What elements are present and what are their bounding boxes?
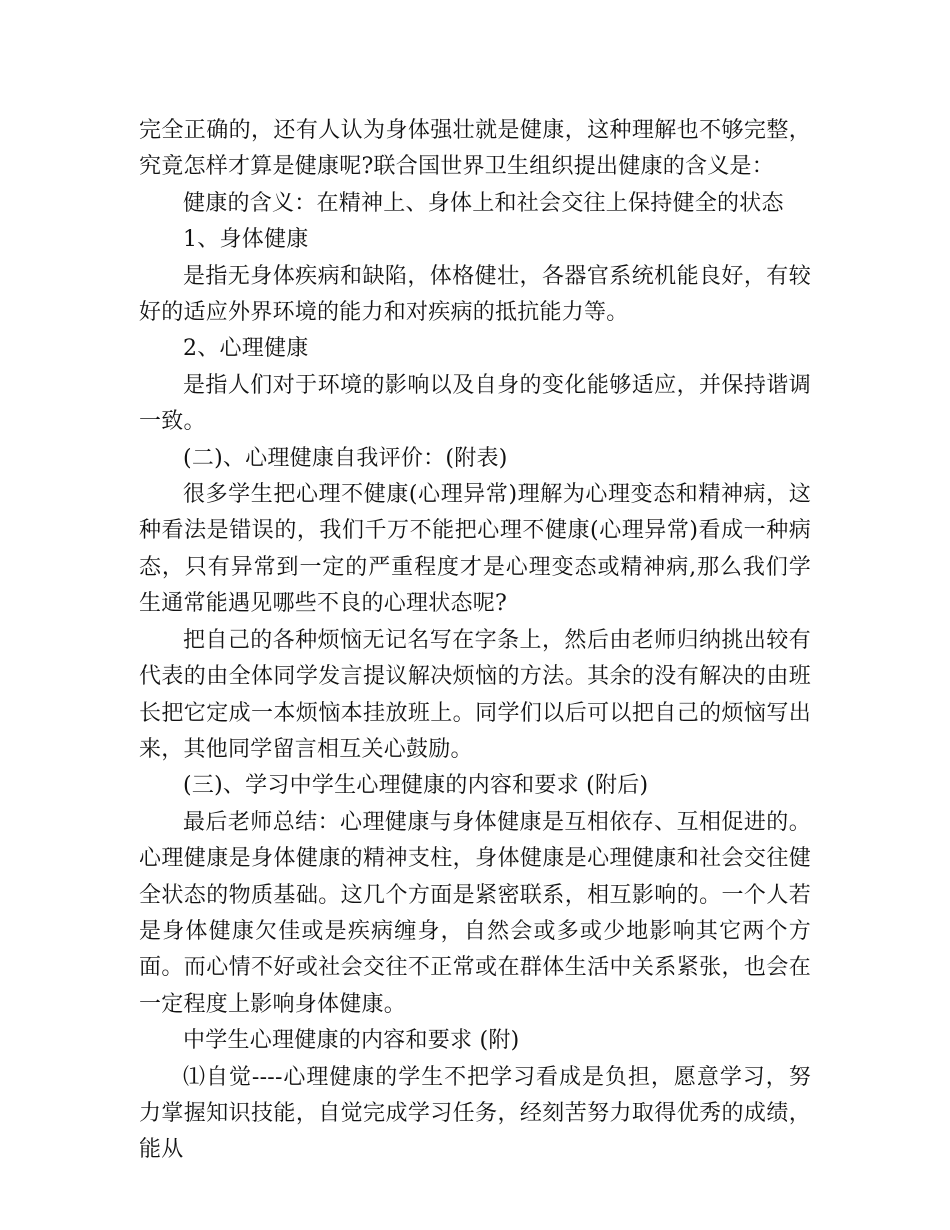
paragraph-physical-health: 是指无身体疾病和缺陷，体格健壮，各器官系统机能良好，有较好的适应外界环境的能力和对疾病的抵抗能力等。 (139, 263, 811, 326)
paragraph-health-definition: 健康的含义：在精神上、身体上和社会交往上保持健全的状态 (183, 190, 784, 216)
paragraph-misconception: 很多学生把心理不健康(心理异常)理解为心理变态和精神病，这种看法是错误的，我们千万不能把心理不健康(心理异常)看成一种病态，只有异常到一定的严重程度才是心理变态或精神病,那么我们学生通常能遇见哪些不良的心理状态呢? (139, 482, 811, 617)
document-body (139, 113, 811, 1169)
paragraph-self-awareness: ⑴自觉----心理健康的学生不把学习看成是负担，愿意学习，努力掌握知识技能，自觉完成学习任务，经刻苦努力取得优秀的成绩，能从 (139, 1064, 811, 1163)
paragraph-continuation: 完全正确的，还有人认为身体强壮就是健康，这种理解也不够完整，究竟怎样才算是健康呢?联合国世界卫生组织提出健康的含义是： (139, 118, 811, 180)
heading-mental-health: 2、心理健康 (183, 336, 309, 362)
paragraph-worry-activity: 把自己的各种烦恼无记名写在字条上，然后由老师归纳挑出较有代表的由全体同学发言提议解决烦恼的方法。其余的没有解决的由班长把它定成一本烦恼本挂放班上。同学们以后可以把自己的烦恼写出来，其他同学留言相互关心鼓励。 (139, 627, 811, 762)
heading-self-evaluation: (二)、心理健康自我评价：(附表) (183, 445, 508, 471)
paragraph-teacher-summary: 最后老师总结：心理健康与身体健康是互相依存、互相促进的。心理健康是身体健康的精神支柱，身体健康是心理健康和社会交往健全状态的物质基础。这几个方面是紧密联系，相互影响的。一个人若是身体健康欠佳或是疾病缠身，自然会或多或少地影响其它两个方面。而心情不好或社会交往不正常或在群体生活中关系紧张，也会在一定程度上影响身体健康。 (139, 809, 811, 1017)
paragraph-mental-health: 是指人们对于环境的影响以及自身的变化能够适应，并保持谐调一致。 (139, 372, 811, 435)
heading-study-content: (三)、学习中学生心理健康的内容和要求 (附后) (183, 773, 649, 799)
heading-physical-health: 1、身体健康 (183, 227, 309, 253)
heading-appendix: 中学生心理健康的内容和要求 (附) (183, 1028, 520, 1054)
